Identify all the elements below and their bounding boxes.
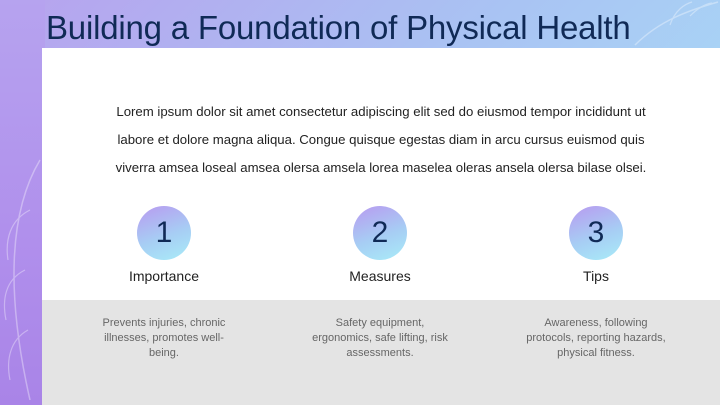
step-tips [496, 206, 696, 284]
step-label: Measures [349, 268, 411, 284]
intro-line: viverra amsea loseal amsea olersa amsela lorea maselea oleras ansela olersa bilase olsei. [115, 160, 647, 175]
step-measures [280, 206, 480, 284]
step-label: Tips [583, 268, 609, 284]
step-description: Prevents injuries, chronic illnesses, promotes well-being. [102, 317, 226, 359]
content-panel [42, 48, 720, 405]
step-description: Safety equipment, ergonomics, safe lifting, risk assessments. [312, 317, 448, 359]
slide-title: Building a Foundation of Physical Health [46, 9, 631, 46]
step-number-badge: 3 [569, 206, 623, 260]
decorative-leaf-icon [0, 150, 46, 405]
step-importance [64, 206, 264, 284]
step-number-badge: 1 [137, 206, 191, 260]
decorative-leaf-icon [630, 0, 720, 48]
intro-paragraph [42, 98, 720, 182]
intro-line: Lorem ipsum dolor sit amet consectetur adipiscing elit sed do eiusmod tempor incididunt ut [116, 104, 646, 119]
intro-line: labore et dolore magna aliqua. Congue quisque egestas diam in arcu cursus euismod quis [117, 132, 645, 147]
step-label: Importance [128, 268, 200, 284]
step-number-badge: 2 [353, 206, 407, 260]
step-description: Awareness, following protocols, reporting hazards, physical fitness. [526, 317, 666, 359]
